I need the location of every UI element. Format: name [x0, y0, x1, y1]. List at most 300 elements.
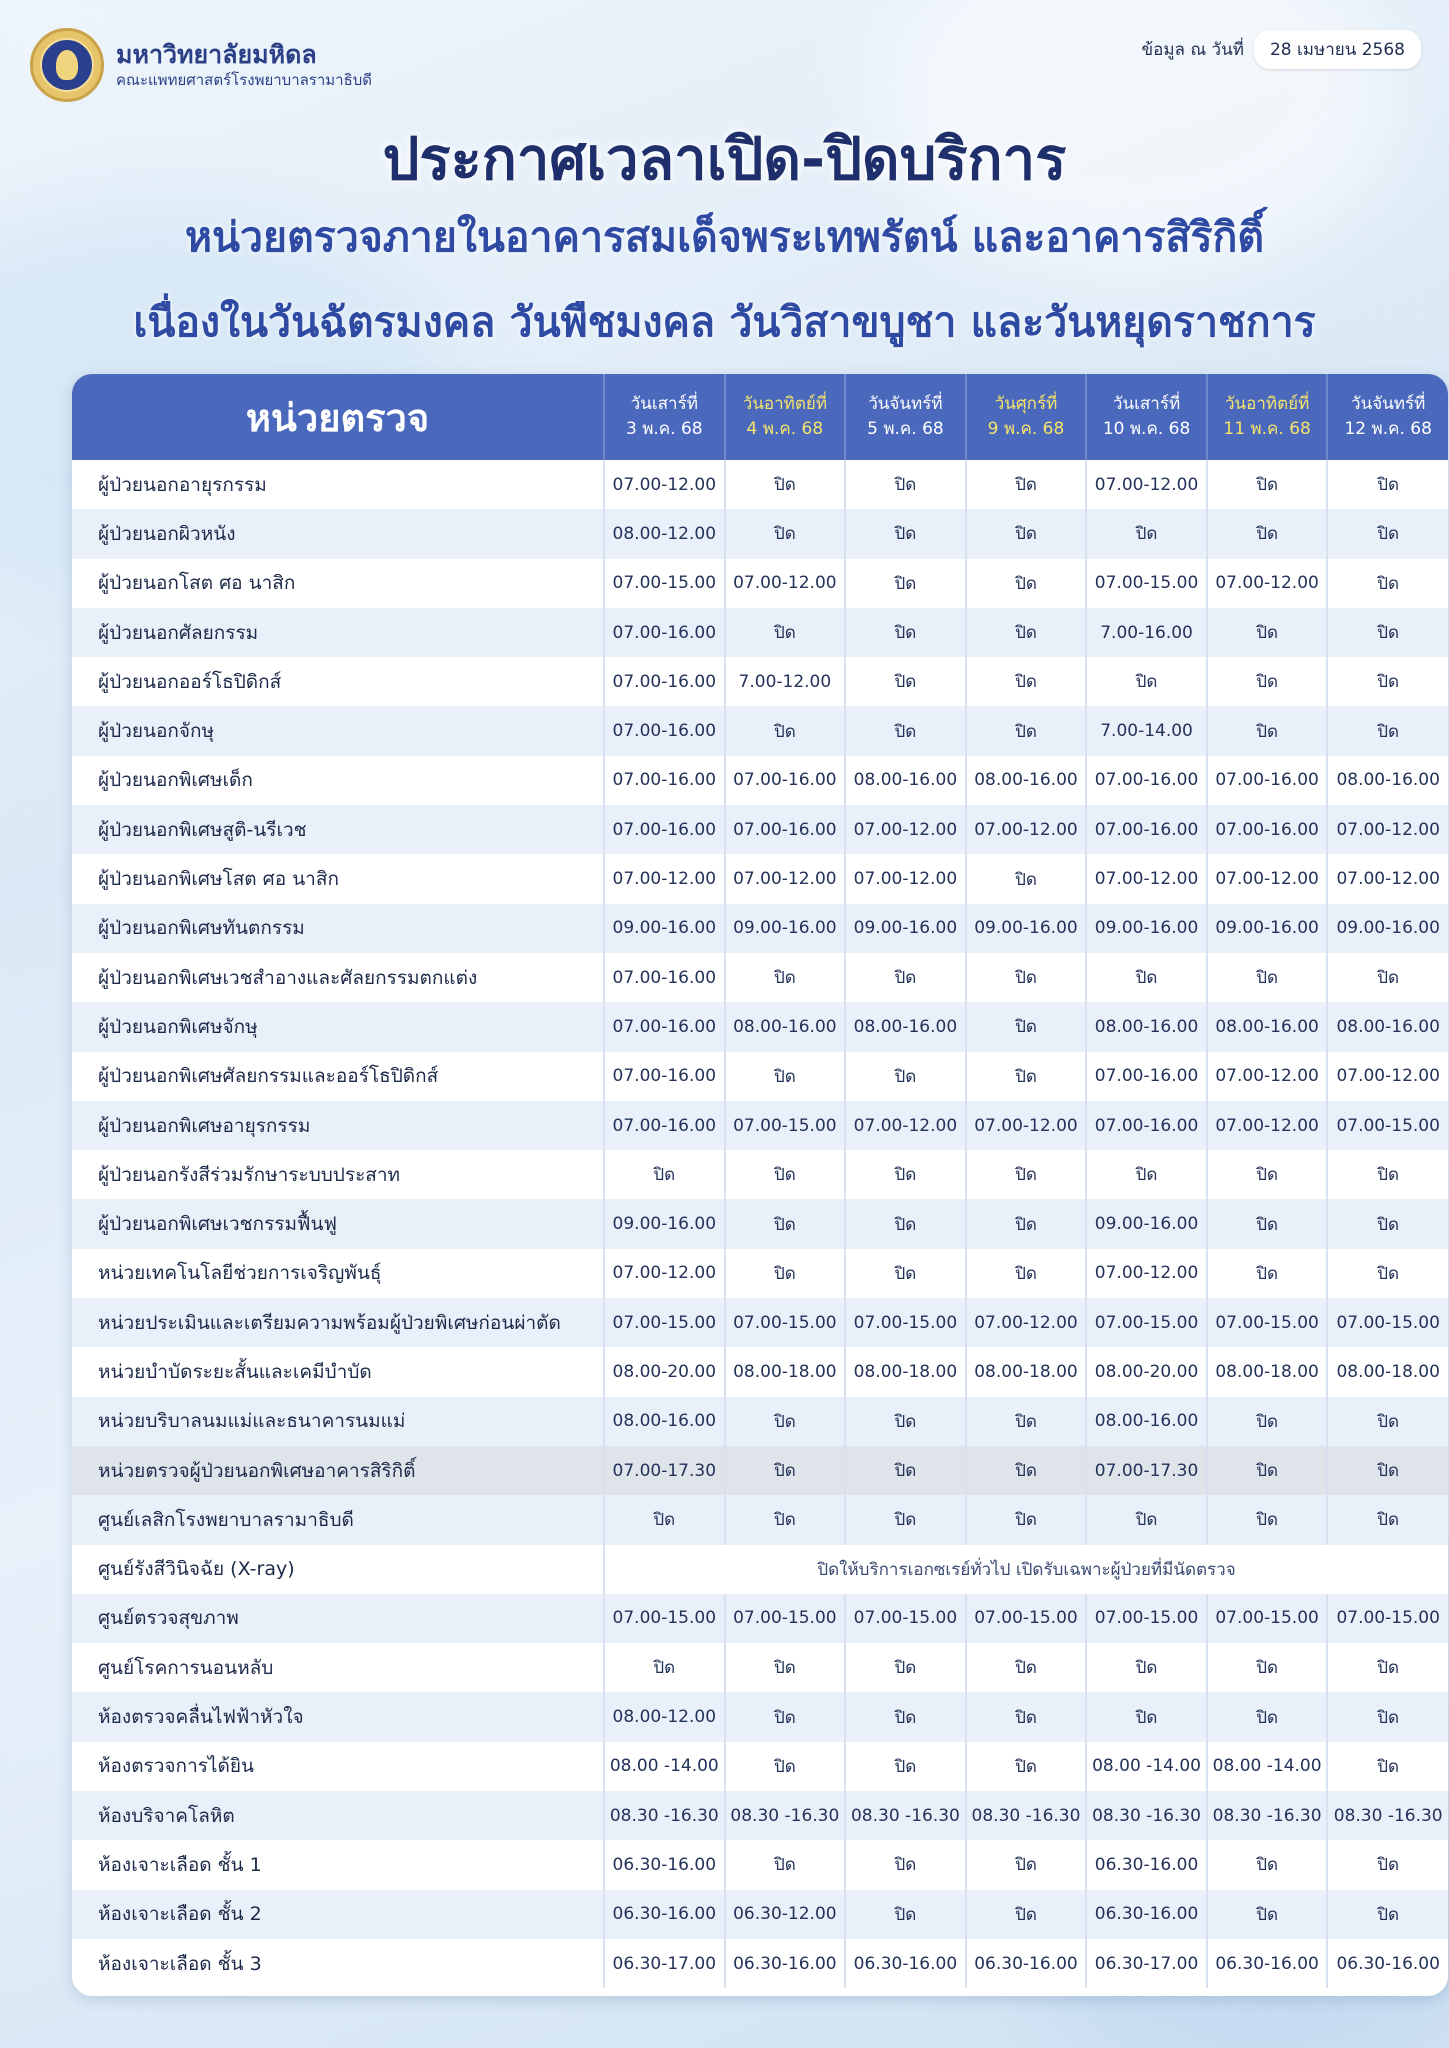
hours-cell: ปิด [1086, 1495, 1207, 1544]
hours-cell: ปิด [845, 1692, 966, 1741]
hours-cell: ปิด [1327, 1495, 1448, 1544]
schedule-table-card [72, 374, 1448, 1996]
hours-cell: ปิด [725, 1495, 846, 1544]
faculty-name: คณะแพทยศาสตร์โรงพยาบาลรามาธิบดี [116, 70, 373, 89]
unit-name-cell: ห้องเจาะเลือด ชั้น 2 [72, 1890, 604, 1939]
hours-cell: 07.00-12.00 [604, 1249, 725, 1298]
day-column-header [725, 374, 846, 460]
hours-cell: ปิด [1327, 1643, 1448, 1692]
table-row [72, 1298, 1448, 1347]
hours-cell: 08.30 -16.30 [1327, 1791, 1448, 1840]
hours-cell: ปิด [966, 1643, 1087, 1692]
hours-cell: ปิด [725, 1052, 846, 1101]
hours-cell: 07.00-15.00 [604, 1298, 725, 1347]
table-row [72, 559, 1448, 608]
hours-cell: 08.00-16.00 [1327, 756, 1448, 805]
hours-cell: ปิด [1327, 509, 1448, 558]
unit-name-cell: ศูนย์เลสิกโรงพยาบาลรามาธิบดี [72, 1495, 604, 1544]
hours-cell: 07.00-12.00 [966, 1298, 1087, 1347]
hours-cell: 07.00-15.00 [1207, 1298, 1328, 1347]
unit-name-cell: หน่วยบริบาลนมแม่และธนาคารนมแม่ [72, 1397, 604, 1446]
day-column-header [966, 374, 1087, 460]
hours-cell: ปิด [725, 1446, 846, 1495]
hours-cell: 07.00-17.30 [1086, 1446, 1207, 1495]
hours-cell: 07.00-15.00 [845, 1594, 966, 1643]
hours-cell: ปิด [1207, 1249, 1328, 1298]
hours-cell: ปิด [1327, 1446, 1448, 1495]
hours-cell: ปิด [845, 1446, 966, 1495]
day-date: 4 พ.ค. 68 [746, 419, 824, 439]
hours-cell: 08.30 -16.30 [604, 1791, 725, 1840]
table-row [72, 1643, 1448, 1692]
hours-cell: ปิด [725, 1397, 846, 1446]
hours-cell: 06.30-17.00 [1086, 1939, 1207, 1988]
hours-cell: ปิด [725, 460, 846, 509]
hours-cell: 07.00-16.00 [604, 1052, 725, 1101]
hours-cell: 07.00-15.00 [1327, 1101, 1448, 1150]
unit-name-cell: ผู้ป่วยนอกพิเศษเวชสำอางและศัลยกรรมตกแต่ง [72, 953, 604, 1002]
hours-cell: ปิด [725, 1840, 846, 1889]
hours-cell: 07.00-15.00 [1086, 1298, 1207, 1347]
hours-cell: 08.00-16.00 [604, 1397, 725, 1446]
hours-cell: ปิด [966, 706, 1087, 755]
hours-cell: ปิด [1207, 1495, 1328, 1544]
university-name: มหาวิทยาลัยมหิดล [116, 39, 317, 69]
hours-cell: ปิด [966, 854, 1087, 903]
hours-cell: ปิด [1207, 1397, 1328, 1446]
hours-cell: ปิด [1327, 1199, 1448, 1248]
date-label: ข้อมูล ณ วันที่ [1141, 40, 1244, 60]
unit-column-header: หน่วยตรวจ [72, 374, 604, 460]
hours-cell: 07.00-16.00 [604, 657, 725, 706]
hours-cell: 07.00-16.00 [725, 805, 846, 854]
unit-name-cell: ห้องตรวจการได้ยิน [72, 1742, 604, 1791]
hours-cell: 07.00-15.00 [1207, 1594, 1328, 1643]
hours-cell: ปิด [1327, 1890, 1448, 1939]
hours-cell: 08.00-18.00 [966, 1347, 1087, 1396]
hours-cell: 06.30-16.00 [845, 1939, 966, 1988]
hours-cell: ปิด [1086, 1643, 1207, 1692]
hours-cell: ปิด [966, 1397, 1087, 1446]
hours-cell: 07.00-15.00 [845, 1298, 966, 1347]
hours-cell: 08.00-18.00 [725, 1347, 846, 1396]
hours-cell: ปิด [604, 1150, 725, 1199]
day-name: วันจันทร์ที่ [868, 393, 943, 414]
hours-cell: ปิด [966, 1495, 1087, 1544]
unit-name-cell: ผู้ป่วยนอกพิเศษศัลยกรรมและออร์โธปิดิกส์ [72, 1052, 604, 1101]
hours-cell: 07.00-12.00 [966, 1101, 1087, 1150]
hours-cell: ปิด [845, 460, 966, 509]
hours-cell: 07.00-12.00 [845, 1101, 966, 1150]
hours-cell: ปิด [1327, 460, 1448, 509]
hours-cell: ปิด [1207, 1446, 1328, 1495]
table-row [72, 1890, 1448, 1939]
table-row [72, 608, 1448, 657]
unit-name-cell: ห้องเจาะเลือด ชั้น 3 [72, 1939, 604, 1988]
hours-cell: 09.00-16.00 [604, 1199, 725, 1248]
hours-cell: 08.30 -16.30 [1086, 1791, 1207, 1840]
hours-cell: 07.00-16.00 [604, 756, 725, 805]
hours-cell: ปิด [1327, 953, 1448, 1002]
unit-name-cell: ผู้ป่วยนอกผิวหนัง [72, 509, 604, 558]
page-title: ประกาศเวลาเปิด-ปิดบริการ [382, 125, 1067, 193]
hours-cell: 08.30 -16.30 [725, 1791, 846, 1840]
unit-name-cell: ศูนย์ตรวจสุขภาพ [72, 1594, 604, 1643]
hours-cell: 06.30-16.00 [1207, 1939, 1328, 1988]
day-column-header [604, 374, 725, 460]
hours-cell: 08.00-16.00 [845, 756, 966, 805]
hours-cell: 09.00-16.00 [845, 904, 966, 953]
day-column-header [1207, 374, 1328, 460]
hours-cell: 08.00-12.00 [604, 1692, 725, 1741]
day-column-header [845, 374, 966, 460]
hours-cell: 06.30-16.00 [604, 1840, 725, 1889]
hours-cell: 06.30-16.00 [1086, 1890, 1207, 1939]
hours-cell: 09.00-16.00 [1086, 1199, 1207, 1248]
table-row [72, 1545, 1448, 1594]
hours-cell: 7.00-12.00 [725, 657, 846, 706]
hours-cell: ปิด [725, 706, 846, 755]
hours-cell: ปิด [966, 1890, 1087, 1939]
table-row [72, 1150, 1448, 1199]
unit-name-cell: ผู้ป่วยนอกพิเศษเวชกรรมฟื้นฟู [72, 1199, 604, 1248]
hours-cell: 07.00-15.00 [604, 1594, 725, 1643]
unit-name-cell: ผู้ป่วยนอกพิเศษทันตกรรม [72, 904, 604, 953]
hours-cell: ปิด [966, 1249, 1087, 1298]
hours-cell: ปิด [1086, 657, 1207, 706]
unit-name-cell: ผู้ป่วยนอกศัลยกรรม [72, 608, 604, 657]
unit-name-cell: หน่วยบำบัดระยะสั้นและเคมีบำบัด [72, 1347, 604, 1396]
hours-cell: ปิด [845, 1150, 966, 1199]
hours-cell: ปิด [966, 1692, 1087, 1741]
hours-cell: ปิด [845, 1742, 966, 1791]
hours-cell: ปิด [725, 1643, 846, 1692]
unit-name-cell: ผู้ป่วยนอกพิเศษสูติ-นรีเวช [72, 805, 604, 854]
unit-name-cell: ผู้ป่วยนอกออร์โธปิดิกส์ [72, 657, 604, 706]
hours-cell: 07.00-16.00 [1086, 1052, 1207, 1101]
hours-cell: ปิด [1327, 657, 1448, 706]
unit-name-cell: ผู้ป่วยนอกพิเศษเด็ก [72, 756, 604, 805]
day-date: 9 พ.ค. 68 [987, 419, 1065, 439]
table-row [72, 1594, 1448, 1643]
day-column-header [1327, 374, 1448, 460]
hours-cell: 06.30-16.00 [966, 1939, 1087, 1988]
hours-cell: ปิด [845, 1397, 966, 1446]
hours-cell: ปิด [845, 1249, 966, 1298]
unit-name-cell: ห้องบริจาคโลหิต [72, 1791, 604, 1840]
hours-cell: 07.00-15.00 [725, 1298, 846, 1347]
hours-cell: 07.00-15.00 [725, 1101, 846, 1150]
hours-cell: ปิด [966, 1150, 1087, 1199]
hours-cell: 08.00-18.00 [1207, 1347, 1328, 1396]
hours-cell: ปิด [1327, 1397, 1448, 1446]
hours-cell: 08.00-20.00 [1086, 1347, 1207, 1396]
table-row [72, 1002, 1448, 1051]
hours-cell: ปิด [1327, 1150, 1448, 1199]
hours-cell: 08.30 -16.30 [845, 1791, 966, 1840]
table-row [72, 1446, 1448, 1495]
day-column-header [1086, 374, 1207, 460]
table-row [72, 509, 1448, 558]
hours-cell: ปิด [1207, 1840, 1328, 1889]
hours-cell: ปิด [1327, 608, 1448, 657]
hours-cell: 07.00-12.00 [1207, 559, 1328, 608]
hours-cell: 09.00-16.00 [604, 904, 725, 953]
hours-cell: 08.30 -16.30 [966, 1791, 1087, 1840]
service-note-cell: ปิดให้บริการเอกซเรย์ทั่วไป เปิดรับเฉพาะผู้ป่วยที่มีนัดตรวจ [604, 1545, 1448, 1594]
hours-cell: 08.00-18.00 [845, 1347, 966, 1396]
hours-cell: ปิด [1207, 1643, 1328, 1692]
table-row [72, 1101, 1448, 1150]
hours-cell: 7.00-16.00 [1086, 608, 1207, 657]
hours-cell: ปิด [845, 1495, 966, 1544]
hours-cell: ปิด [1207, 657, 1328, 706]
hours-cell: 09.00-16.00 [1207, 904, 1328, 953]
hours-cell: ปิด [725, 1692, 846, 1741]
hours-cell: 08.00-16.00 [966, 756, 1087, 805]
hours-cell: 07.00-16.00 [604, 706, 725, 755]
hours-cell: ปิด [1207, 1890, 1328, 1939]
hours-cell: 07.00-12.00 [1327, 805, 1448, 854]
day-date: 12 พ.ค. 68 [1344, 419, 1432, 439]
hours-cell: 07.00-12.00 [966, 805, 1087, 854]
table-row [72, 1791, 1448, 1840]
hours-cell: ปิด [1086, 953, 1207, 1002]
hours-cell: 08.00-16.00 [1086, 1002, 1207, 1051]
hours-cell: ปิด [966, 1199, 1087, 1248]
table-row [72, 1939, 1448, 1988]
hours-cell: ปิด [966, 460, 1087, 509]
table-row [72, 756, 1448, 805]
hours-cell: ปิด [966, 608, 1087, 657]
university-seal-icon [30, 28, 104, 102]
hours-cell: 07.00-16.00 [604, 953, 725, 1002]
table-body [72, 460, 1448, 1988]
hours-cell: 07.00-12.00 [1207, 854, 1328, 903]
hours-cell: ปิด [966, 509, 1087, 558]
hours-cell: 06.30-12.00 [725, 1890, 846, 1939]
hours-cell: ปิด [845, 953, 966, 1002]
hours-cell: 07.00-12.00 [845, 805, 966, 854]
hours-cell: ปิด [1207, 953, 1328, 1002]
info-date [1142, 30, 1421, 69]
date-value: 28 เมษายน 2568 [1254, 30, 1421, 69]
hours-cell: 07.00-12.00 [845, 854, 966, 903]
hours-cell: ปิด [845, 1052, 966, 1101]
table-row [72, 1692, 1448, 1741]
table-row [72, 706, 1448, 755]
hours-cell: ปิด [845, 509, 966, 558]
hours-cell: 07.00-15.00 [725, 1594, 846, 1643]
hours-cell: ปิด [966, 1052, 1087, 1101]
hours-cell: 07.00-12.00 [1207, 1052, 1328, 1101]
hours-cell: ปิด [725, 1249, 846, 1298]
unit-name-cell: หน่วยเทคโนโลยีช่วยการเจริญพันธุ์ [72, 1249, 604, 1298]
hours-cell: ปิด [1327, 706, 1448, 755]
unit-name-cell: หน่วยประเมินและเตรียมความพร้อมผู้ป่วยพิเศษก่อนผ่าตัด [72, 1298, 604, 1347]
day-date: 5 พ.ค. 68 [867, 419, 944, 439]
hours-cell: ปิด [845, 706, 966, 755]
unit-name-cell: ผู้ป่วยนอกพิเศษจักษุ [72, 1002, 604, 1051]
hours-cell: ปิด [1086, 509, 1207, 558]
hours-cell: ปิด [725, 1199, 846, 1248]
hours-cell: 07.00-16.00 [604, 805, 725, 854]
hours-cell: 07.00-16.00 [604, 1101, 725, 1150]
hours-cell: ปิด [604, 1643, 725, 1692]
table-row [72, 1199, 1448, 1248]
hours-cell: 06.30-17.00 [604, 1939, 725, 1988]
table-row [72, 1347, 1448, 1396]
hours-cell: 07.00-16.00 [1086, 1101, 1207, 1150]
hours-cell: 06.30-16.00 [1327, 1939, 1448, 1988]
university-logo-block [30, 28, 372, 102]
hours-cell: ปิด [966, 1742, 1087, 1791]
hours-cell: 07.00-12.00 [1327, 854, 1448, 903]
hours-cell: ปิด [1327, 1840, 1448, 1889]
hours-cell: ปิด [1207, 608, 1328, 657]
table-row [72, 1397, 1448, 1446]
hours-cell: ปิด [1207, 509, 1328, 558]
unit-name-cell: ห้องตรวจคลื่นไฟฟ้าหัวใจ [72, 1692, 604, 1741]
hours-cell: 07.00-15.00 [604, 559, 725, 608]
table-row [72, 805, 1448, 854]
table-row [72, 1840, 1448, 1889]
hours-cell: 09.00-16.00 [1327, 904, 1448, 953]
hours-cell: 07.00-12.00 [1327, 1052, 1448, 1101]
hours-cell: ปิด [966, 559, 1087, 608]
hours-cell: 06.30-16.00 [725, 1939, 846, 1988]
hours-cell: ปิด [966, 1002, 1087, 1051]
unit-name-cell: ศูนย์โรคการนอนหลับ [72, 1643, 604, 1692]
hours-cell: ปิด [725, 1150, 846, 1199]
hours-cell: 07.00-15.00 [1086, 1594, 1207, 1643]
hours-cell: 07.00-12.00 [604, 460, 725, 509]
hours-cell: 07.00-15.00 [966, 1594, 1087, 1643]
hours-cell: 08.30 -16.30 [1207, 1791, 1328, 1840]
hours-cell: 07.00-12.00 [725, 854, 846, 903]
hours-cell: ปิด [845, 559, 966, 608]
hours-cell: 07.00-16.00 [1086, 756, 1207, 805]
hours-cell: 08.00 -14.00 [1207, 1742, 1328, 1791]
day-name: วันเสาร์ที่ [630, 393, 698, 414]
hours-cell: 08.00-20.00 [604, 1347, 725, 1396]
day-date: 11 พ.ค. 68 [1223, 419, 1311, 439]
table-row [72, 904, 1448, 953]
hours-cell: 07.00-12.00 [1207, 1101, 1328, 1150]
hours-cell: ปิด [966, 1840, 1087, 1889]
hours-cell: 08.00-16.00 [725, 1002, 846, 1051]
hours-cell: ปิด [1207, 706, 1328, 755]
hours-cell: ปิด [966, 1446, 1087, 1495]
hours-cell: 08.00-16.00 [1327, 1002, 1448, 1051]
hours-cell: 07.00-15.00 [1327, 1298, 1448, 1347]
table-row [72, 460, 1448, 509]
hours-cell: ปิด [845, 1199, 966, 1248]
hours-cell: ปิด [845, 1643, 966, 1692]
hours-cell: ปิด [1327, 559, 1448, 608]
unit-name-cell: ผู้ป่วยนอกจักษุ [72, 706, 604, 755]
hours-cell: 08.00-16.00 [1207, 1002, 1328, 1051]
hours-cell: 08.00-18.00 [1327, 1347, 1448, 1396]
hours-cell: 06.30-16.00 [604, 1890, 725, 1939]
table-row [72, 657, 1448, 706]
unit-name-cell: ห้องเจาะเลือด ชั้น 1 [72, 1840, 604, 1889]
schedule-table [72, 374, 1448, 1988]
hours-cell: 07.00-16.00 [604, 1002, 725, 1051]
hours-cell: ปิด [845, 657, 966, 706]
page-subtitle-holidays: เนื่องในวันฉัตรมงคล วันพืชมงคล วันวิสาขบูชา และวันหยุดราชการ [133, 298, 1316, 346]
hours-cell: ปิด [1086, 1692, 1207, 1741]
hours-cell: 08.00-16.00 [1086, 1397, 1207, 1446]
hours-cell: ปิด [1327, 1249, 1448, 1298]
hours-cell: 07.00-16.00 [1207, 805, 1328, 854]
table-row [72, 1249, 1448, 1298]
hours-cell: ปิด [725, 953, 846, 1002]
table-row [72, 953, 1448, 1002]
table-row [72, 854, 1448, 903]
day-date: 10 พ.ค. 68 [1102, 419, 1191, 439]
hours-cell: ปิด [1086, 1150, 1207, 1199]
hours-cell: 07.00-16.00 [1086, 805, 1207, 854]
hours-cell: ปิด [845, 608, 966, 657]
hours-cell: 07.00-16.00 [725, 756, 846, 805]
hours-cell: 07.00-17.30 [604, 1446, 725, 1495]
unit-name-cell: หน่วยตรวจผู้ป่วยนอกพิเศษอาคารสิริกิติ์ [72, 1446, 604, 1495]
hours-cell: 07.00-12.00 [725, 559, 846, 608]
hours-cell: 06.30-16.00 [1086, 1840, 1207, 1889]
hours-cell: ปิด [845, 1840, 966, 1889]
day-name: วันอาทิตย์ที่ [742, 393, 828, 414]
day-name: วันศุกร์ที่ [994, 393, 1058, 414]
day-name: วันเสาร์ที่ [1112, 393, 1181, 414]
hours-cell: ปิด [1207, 1692, 1328, 1741]
hours-cell: ปิด [966, 953, 1087, 1002]
unit-name-cell: ผู้ป่วยนอกรังสีร่วมรักษาระบบประสาท [72, 1150, 604, 1199]
hours-cell: ปิด [604, 1495, 725, 1544]
hours-cell: 08.00-12.00 [604, 509, 725, 558]
hours-cell: 09.00-16.00 [1086, 904, 1207, 953]
hours-cell: 08.00 -14.00 [1086, 1742, 1207, 1791]
day-date: 3 พ.ค. 68 [625, 419, 703, 439]
hours-cell: ปิด [1327, 1692, 1448, 1741]
day-name: วันอาทิตย์ที่ [1224, 393, 1310, 414]
hours-cell: 7.00-14.00 [1086, 706, 1207, 755]
hours-cell: 07.00-15.00 [1086, 559, 1207, 608]
table-row [72, 1052, 1448, 1101]
unit-name-cell: ผู้ป่วยนอกอายุรกรรม [72, 460, 604, 509]
hours-cell: ปิด [725, 509, 846, 558]
hours-cell: 07.00-16.00 [1207, 756, 1328, 805]
table-row [72, 1742, 1448, 1791]
hours-cell: ปิด [725, 608, 846, 657]
unit-name-cell: ผู้ป่วยนอกพิเศษโสต ศอ นาสิก [72, 854, 604, 903]
unit-name-cell: ศูนย์รังสีวินิจฉัย (X-ray) [72, 1545, 604, 1594]
day-name: วันจันทร์ที่ [1351, 393, 1426, 414]
hours-cell: 07.00-12.00 [1086, 460, 1207, 509]
unit-name-cell: ผู้ป่วยนอกโสต ศอ นาสิก [72, 559, 604, 608]
hours-cell: 07.00-12.00 [604, 854, 725, 903]
hours-cell: 09.00-16.00 [966, 904, 1087, 953]
hours-cell: 08.00-16.00 [845, 1002, 966, 1051]
table-row [72, 1495, 1448, 1544]
hours-cell: 07.00-12.00 [1086, 854, 1207, 903]
hours-cell: ปิด [966, 657, 1087, 706]
hours-cell: ปิด [1207, 1150, 1328, 1199]
unit-name-cell: ผู้ป่วยนอกพิเศษอายุรกรรม [72, 1101, 604, 1150]
hours-cell: ปิด [725, 1742, 846, 1791]
hours-cell: ปิด [1207, 1199, 1328, 1248]
hours-cell: 07.00-12.00 [1086, 1249, 1207, 1298]
